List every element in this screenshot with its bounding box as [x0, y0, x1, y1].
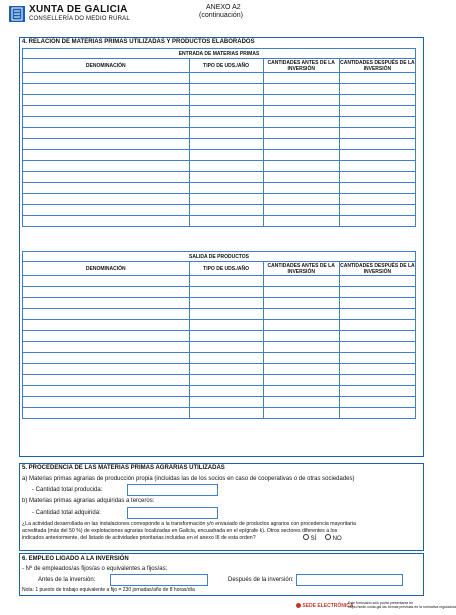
total-produced-field[interactable]	[127, 484, 218, 496]
total-produced-label: - Cantidad total producida:	[32, 487, 103, 493]
table-cell[interactable]	[263, 309, 339, 320]
table-cell[interactable]	[263, 205, 339, 216]
yes-option[interactable]	[303, 534, 316, 543]
table-cell[interactable]	[189, 342, 263, 353]
table-cell[interactable]	[339, 172, 415, 183]
table-row	[23, 172, 416, 183]
table-row	[23, 386, 416, 397]
table-cell[interactable]	[23, 194, 190, 205]
acquired-label: b) Materias primas agrarias adquiridas a terceros:	[22, 498, 155, 504]
table-cell[interactable]	[339, 205, 415, 216]
table-row	[23, 95, 416, 106]
table-cell[interactable]	[339, 194, 415, 205]
table-cell[interactable]	[263, 161, 339, 172]
table-cell[interactable]	[23, 408, 190, 419]
table-cell[interactable]	[339, 309, 415, 320]
after-label: Después de la inversión:	[228, 577, 294, 583]
table-cell[interactable]	[339, 386, 415, 397]
salida-title: SALIDA DE PRODUCTOS	[23, 252, 416, 262]
table-cell[interactable]	[339, 320, 415, 331]
anexo-title: ANEXO A2	[206, 4, 241, 11]
table-cell[interactable]	[263, 320, 339, 331]
no-option[interactable]	[325, 534, 342, 543]
table-row	[23, 408, 416, 419]
table-cell[interactable]	[189, 287, 263, 298]
col-antes: CANTIDADES ANTES DE LA INVERSIÓN	[263, 59, 339, 73]
table-cell[interactable]	[263, 95, 339, 106]
table-cell[interactable]	[189, 73, 263, 84]
footer-text	[348, 601, 456, 609]
section-4-title: 4. RELACIÓN DE MATERIAS PRIMAS UTILIZADAS Y PRODUCTOS ELABORADOS	[22, 39, 255, 45]
table-cell[interactable]	[23, 150, 190, 161]
table-row	[23, 73, 416, 84]
table-cell[interactable]	[23, 205, 190, 216]
yes-label: SÍ	[310, 536, 317, 542]
table-cell[interactable]	[339, 298, 415, 309]
table-row	[23, 161, 416, 172]
table-cell[interactable]	[339, 161, 415, 172]
table-cell[interactable]	[263, 117, 339, 128]
table-row	[23, 84, 416, 95]
table-row	[23, 205, 416, 216]
table-cell[interactable]	[339, 408, 415, 419]
own-production-label: a) Materias primas agrarias de producción propia (incluidas las de los socios en caso de cooperativas o de otras sociedades)	[22, 476, 355, 482]
after-field[interactable]	[296, 574, 403, 586]
table-cell[interactable]	[339, 106, 415, 117]
table-row	[23, 139, 416, 150]
table-cell[interactable]	[263, 128, 339, 139]
table-cell[interactable]	[263, 194, 339, 205]
table-cell[interactable]	[339, 287, 415, 298]
table-cell[interactable]	[189, 117, 263, 128]
col-despues: CANTIDADES DESPUÉS DE LA INVERSIÓN	[340, 262, 415, 275]
table-cell[interactable]	[23, 128, 190, 139]
table-cell[interactable]	[339, 117, 415, 128]
table-cell[interactable]	[263, 139, 339, 150]
sede-icon	[296, 603, 301, 608]
table-cell[interactable]	[23, 84, 190, 95]
table-cell[interactable]	[23, 73, 190, 84]
table-cell[interactable]	[263, 364, 339, 375]
table-cell[interactable]	[339, 84, 415, 95]
salida-table	[22, 251, 416, 419]
table-cell[interactable]	[189, 375, 263, 386]
table-cell[interactable]	[189, 172, 263, 183]
table-cell[interactable]	[263, 342, 339, 353]
table-cell[interactable]	[23, 320, 190, 331]
table-row	[23, 194, 416, 205]
section-5-title: 5. PROCEDENCIA DE LAS MATERIAS PRIMAS AGRARIAS UTILIZADAS	[22, 465, 225, 471]
table-cell[interactable]	[23, 216, 190, 227]
table-cell[interactable]	[23, 183, 190, 194]
table-cell[interactable]	[189, 194, 263, 205]
footer-line-2: https://sede.xunta.gal las formas previstas en la normativa reguladora	[348, 605, 456, 609]
table-row	[23, 298, 416, 309]
table-cell[interactable]	[23, 397, 190, 408]
table-cell[interactable]	[23, 95, 190, 106]
table-cell[interactable]	[23, 353, 190, 364]
table-cell[interactable]	[339, 276, 415, 287]
table-cell[interactable]	[23, 172, 190, 183]
table-cell[interactable]	[23, 375, 190, 386]
table-cell[interactable]	[189, 276, 263, 287]
table-cell[interactable]	[339, 95, 415, 106]
xunta-logo-icon	[9, 6, 25, 22]
sede-logo-text: SEDE ELECTRÓNICA	[302, 603, 354, 609]
org-name: XUNTA DE GALICIA	[29, 4, 128, 15]
table-cell[interactable]	[263, 172, 339, 183]
table-cell[interactable]	[23, 276, 190, 287]
total-acquired-field[interactable]	[127, 507, 218, 519]
table-cell[interactable]	[263, 331, 339, 342]
table-cell[interactable]	[23, 309, 190, 320]
continuation-label: (continuación)	[199, 12, 243, 19]
section-6-title: 6. EMPLEO LIGADO A LA INVERSIÓN	[22, 556, 129, 562]
table-cell[interactable]	[339, 73, 415, 84]
table-cell[interactable]	[189, 106, 263, 117]
table-cell[interactable]	[189, 95, 263, 106]
table-cell[interactable]	[339, 375, 415, 386]
table-row	[23, 375, 416, 386]
table-cell[interactable]	[263, 216, 339, 227]
before-field[interactable]	[110, 574, 208, 586]
table-row	[23, 216, 416, 227]
table-row	[23, 397, 416, 408]
table-cell[interactable]	[23, 364, 190, 375]
table-cell[interactable]	[263, 84, 339, 95]
table-cell[interactable]	[339, 150, 415, 161]
table-row	[23, 331, 416, 342]
table-cell[interactable]	[263, 386, 339, 397]
col-tipo: TIPO DE UDS./AÑO	[189, 59, 263, 73]
footer-line-1: Este formulario sólo podrá presentarse en	[348, 601, 414, 605]
col-despues: CANTIDADES DESPUÉS DE LA INVERSIÓN	[340, 59, 415, 72]
table-row	[23, 106, 416, 117]
total-acquired-label: - Cantidad total adquirida:	[32, 510, 101, 516]
table-row	[23, 117, 416, 128]
table-cell[interactable]	[23, 106, 190, 117]
table-cell[interactable]	[189, 161, 263, 172]
table-cell[interactable]	[189, 309, 263, 320]
employment-note: Nota: 1 puesto de trabajo equivalente a fijo = 230 jornadas/año de 8 horas/día	[22, 587, 195, 593]
table-cell[interactable]	[189, 183, 263, 194]
table-cell[interactable]	[263, 276, 339, 287]
table-row	[23, 287, 416, 298]
table-cell[interactable]	[339, 331, 415, 342]
table-row	[23, 128, 416, 139]
table-cell[interactable]	[339, 183, 415, 194]
sede-electronica-logo	[296, 603, 354, 609]
question-line-2: acreditada (más del 50 %) de explotaciones agrarias localizadas en Galicia, encuadrada en el epígrafe k). Otros sectores diferentes a los	[22, 528, 338, 534]
table-row	[23, 309, 416, 320]
table-cell[interactable]	[189, 364, 263, 375]
table-cell[interactable]	[263, 353, 339, 364]
col-denominacion: DENOMINACIÓN	[23, 59, 190, 73]
table-cell[interactable]	[189, 150, 263, 161]
table-cell[interactable]	[189, 397, 263, 408]
table-cell[interactable]	[189, 408, 263, 419]
table-cell[interactable]	[189, 331, 263, 342]
table-cell[interactable]	[23, 139, 190, 150]
table-cell[interactable]	[263, 287, 339, 298]
table-cell[interactable]	[263, 73, 339, 84]
table-row	[23, 150, 416, 161]
table-cell[interactable]	[189, 320, 263, 331]
table-cell[interactable]	[263, 408, 339, 419]
table-cell[interactable]	[23, 298, 190, 309]
table-cell[interactable]	[189, 386, 263, 397]
table-cell[interactable]	[189, 139, 263, 150]
question-line-3: indicados anteriormente, del listado de actividades prioritarias incluidas en el anexo III de esta orden?	[22, 535, 256, 541]
table-row	[23, 353, 416, 364]
question-line-1: ¿La actividad desarrollada en las instalaciones corresponde a la transformación y/o envasado de productos agrarios con procedencia mayoritaria	[22, 521, 356, 527]
table-row	[23, 183, 416, 194]
table-cell[interactable]	[23, 386, 190, 397]
yes-radio-icon[interactable]	[303, 534, 309, 540]
table-cell[interactable]	[23, 161, 190, 172]
table-cell[interactable]	[339, 216, 415, 227]
entrada-table	[22, 48, 416, 227]
department-name: CONSELLERÍA DO MEDIO RURAL	[29, 16, 130, 22]
no-radio-icon[interactable]	[325, 534, 331, 540]
table-cell[interactable]	[263, 106, 339, 117]
table-cell[interactable]	[23, 331, 190, 342]
table-cell[interactable]	[189, 128, 263, 139]
employees-label: - Nº de empleados/as fijos/as o equivalentes a fijos/as:	[22, 566, 168, 572]
table-cell[interactable]	[23, 117, 190, 128]
table-cell[interactable]	[339, 353, 415, 364]
table-row	[23, 364, 416, 375]
col-tipo: TIPO DE UDS./AÑO	[189, 262, 263, 276]
table-cell[interactable]	[23, 342, 190, 353]
table-cell[interactable]	[263, 150, 339, 161]
table-cell[interactable]	[189, 216, 263, 227]
table-cell[interactable]	[189, 84, 263, 95]
table-cell[interactable]	[263, 375, 339, 386]
table-cell[interactable]	[339, 139, 415, 150]
table-cell[interactable]	[263, 298, 339, 309]
table-cell[interactable]	[339, 342, 415, 353]
before-label: Antes de la inversión:	[38, 577, 96, 583]
table-row	[23, 276, 416, 287]
entrada-title: ENTRADA DE MATERIAS PRIMAS	[23, 49, 416, 59]
table-cell[interactable]	[339, 364, 415, 375]
table-cell[interactable]	[189, 353, 263, 364]
table-cell[interactable]	[339, 397, 415, 408]
table-cell[interactable]	[189, 298, 263, 309]
no-label: NO	[332, 536, 342, 542]
table-cell[interactable]	[339, 128, 415, 139]
table-row	[23, 342, 416, 353]
col-denominacion: DENOMINACIÓN	[23, 262, 190, 276]
table-cell[interactable]	[189, 205, 263, 216]
table-row	[23, 320, 416, 331]
table-cell[interactable]	[263, 183, 339, 194]
table-cell[interactable]	[263, 397, 339, 408]
table-cell[interactable]	[23, 287, 190, 298]
col-antes: CANTIDADES ANTES DE LA INVERSIÓN	[263, 262, 339, 276]
